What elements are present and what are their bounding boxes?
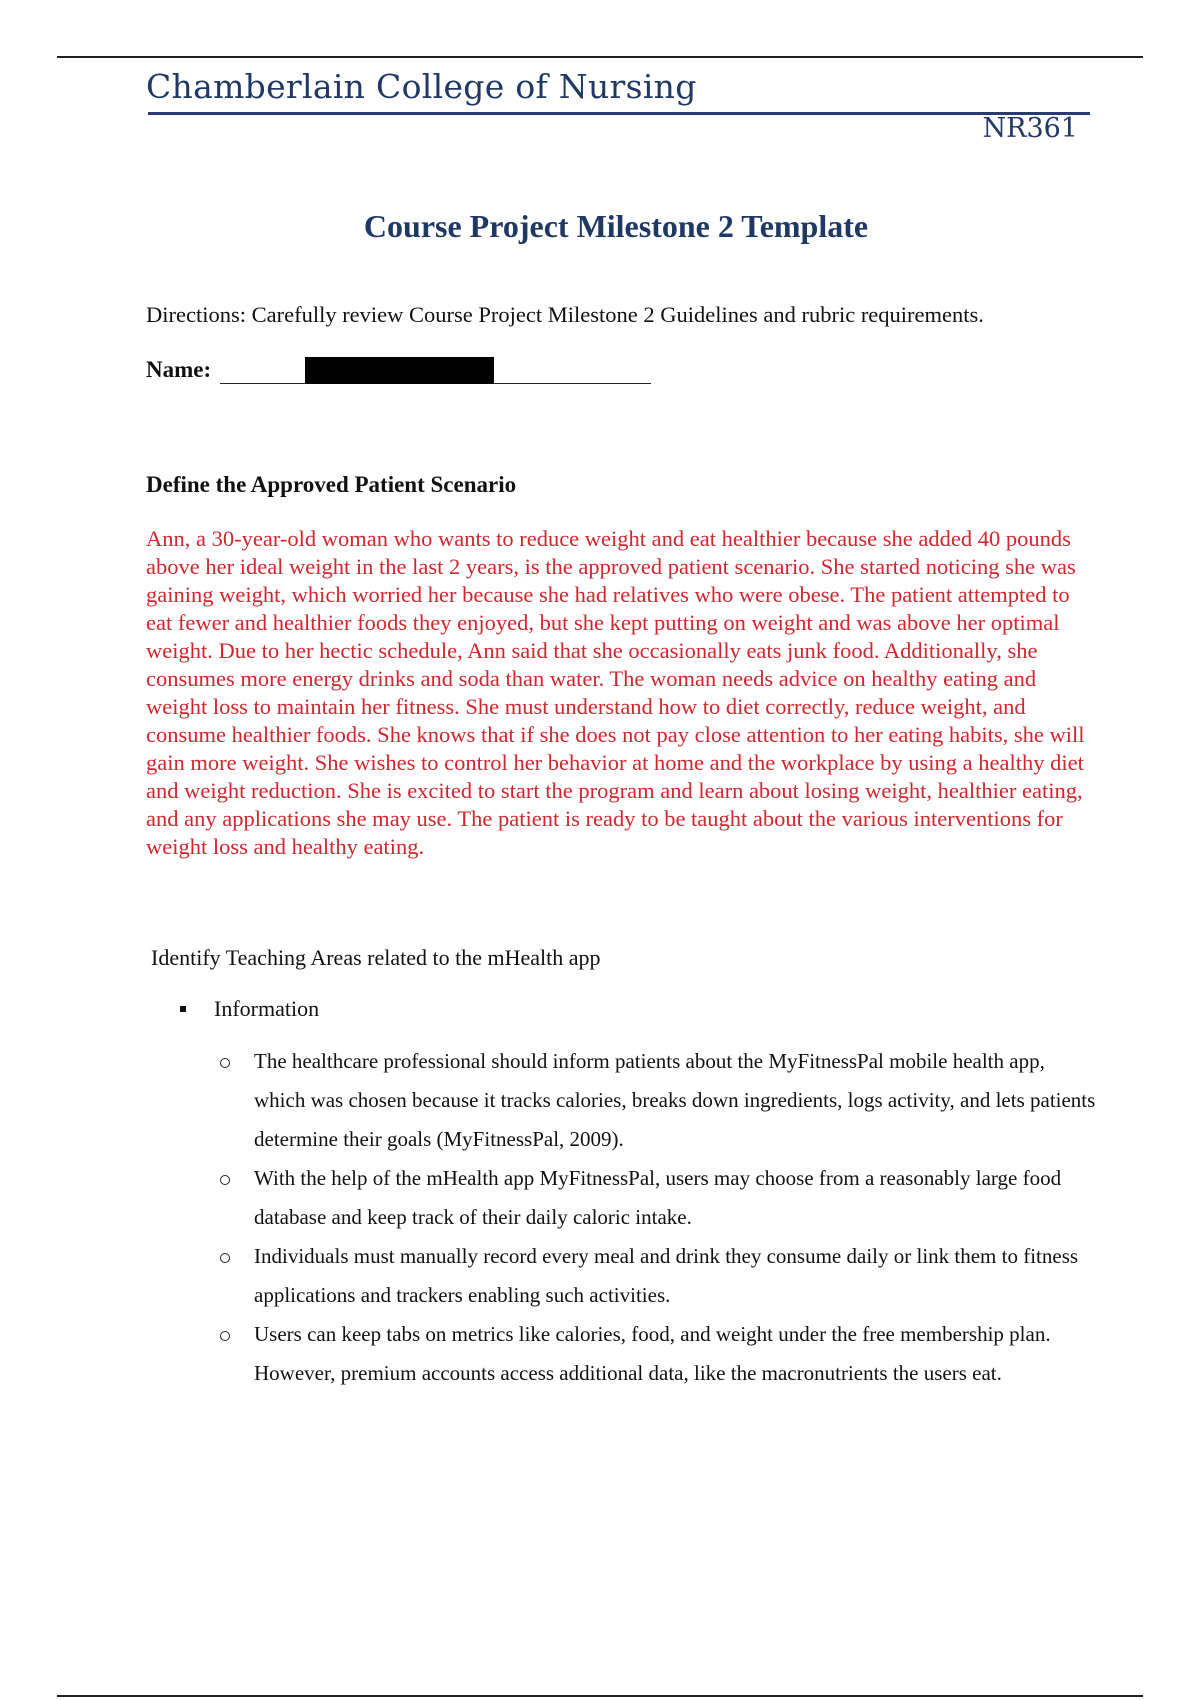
list-item-text: Users can keep tabs on metrics like calories, food, and weight under the free membership plan. However, premium accounts access additional data, like the macronutrients the users eat. — [254, 1322, 1051, 1385]
list-item-text: The healthcare professional should inform patients about the MyFitnessPal mobile health app, which was chosen because it tracks calories, breaks down ingredients, logs activity, and lets patients determine their goals (MyFitnessPal, 2009). — [254, 1049, 1096, 1151]
scenario-heading: Define the Approved Patient Scenario — [146, 472, 517, 497]
list-item — [218, 1159, 1098, 1237]
name-label: Name: — [146, 357, 212, 382]
circle-bullet-icon — [220, 1058, 230, 1068]
information-bullet — [180, 996, 319, 1022]
circle-bullet-icon — [220, 1331, 230, 1341]
list-item-text: With the help of the mHealth app MyFitnessPal, users may choose from a reasonably large food database and keep track of their daily caloric intake. — [254, 1166, 1062, 1229]
list-item — [218, 1237, 1098, 1315]
circle-bullet-icon — [220, 1253, 230, 1263]
circle-bullet-icon — [220, 1175, 230, 1185]
course-code: NR361 — [982, 113, 1078, 144]
college-name: Chamberlain College of Nursing — [146, 67, 697, 106]
header-rule — [148, 112, 1090, 115]
scenario-paragraph: Ann, a 30-year-old woman who wants to reduce weight and eat healthier because she added 40 pounds above her ideal weight in the last 2 years, is the approved patient scenario. She started noticing she was gaining weight, which worried her because she had relatives who were obese. The patient attempted to eat fewer and healthier foods they enjoyed, but she kept putting on weight and was above her optimal weight. Due to her hectic schedule, Ann said that she occasionally eats junk food. Additionally, she consumes more energy drinks and soda than water. The woman needs advice on healthy eating and weight loss to maintain her fitness. She must understand how to diet correctly, reduce weight, and consume healthier foods. She knows that if she does not pay close attention to her eating habits, she will gain more weight. She wishes to control her behavior at home and the workplace by using a healthy diet and weight reduction. She is excited to start the program and learn about losing weight, healthier eating, and any applications she may use. The patient is ready to be taught about the various interventions for weight loss and healthy eating. — [146, 526, 1085, 859]
bottom-page-rule — [57, 1695, 1143, 1697]
name-field — [146, 357, 666, 389]
square-bullet-icon — [180, 1006, 186, 1012]
list-item-text: Individuals must manually record every meal and drink they consume daily or link them to fitness applications and trackers enabling such activities. — [254, 1244, 1079, 1307]
list-item — [218, 1042, 1098, 1159]
document-title: Course Project Milestone 2 Template — [363, 208, 869, 244]
name-redaction-block — [305, 357, 494, 384]
information-sub-list — [218, 1042, 1098, 1393]
information-label: Information — [214, 996, 320, 1021]
list-item — [218, 1315, 1098, 1393]
top-page-rule — [57, 56, 1143, 58]
teaching-areas-heading: Identify Teaching Areas related to the mHealth app — [151, 945, 601, 970]
directions-text: Directions: Carefully review Course Project Milestone 2 Guidelines and rubric requirements. — [146, 302, 984, 327]
